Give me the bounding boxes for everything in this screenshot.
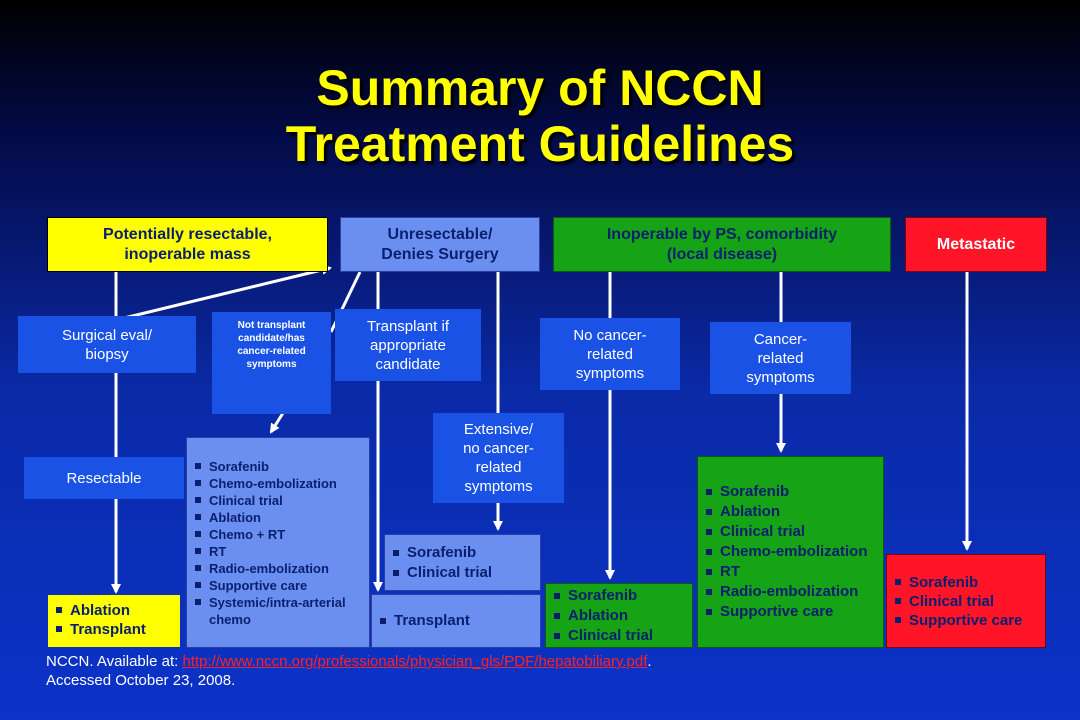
- list-item: Supportive care: [706, 602, 868, 622]
- list-item: Clinical trial: [706, 522, 868, 542]
- list-item: Sorafenib: [554, 586, 653, 606]
- node-cancer-related-symptoms: [710, 322, 851, 394]
- options-resectable: [48, 595, 180, 647]
- node-no-cancer-symptoms: [540, 318, 680, 390]
- header-resectable-line-1: Potentially resectable,: [103, 225, 272, 243]
- citation: [46, 652, 1006, 690]
- options-not-transplant-list: [195, 458, 361, 628]
- list-item: Supportive care: [895, 611, 1022, 630]
- node-transplant-if-line-3: candidate: [375, 355, 441, 373]
- list-item: Supportive care: [195, 577, 361, 594]
- node-no-cancer-line-3: symptoms: [575, 364, 645, 382]
- list-item: RT: [706, 562, 868, 582]
- node-not-transplant-line-1: Not transplant: [237, 320, 306, 331]
- header-metastatic-line-1: Metastatic: [936, 235, 1016, 253]
- list-item: Ablation: [554, 606, 653, 626]
- header-resectable-line-2: inoperable mass: [124, 245, 251, 263]
- list-item: Sorafenib: [895, 573, 1022, 592]
- node-surgical-eval-line-1: Surgical eval/: [61, 326, 153, 344]
- node-surgical-eval-line-2: biopsy: [85, 345, 129, 363]
- header-inoperable-line-1: Inoperable by PS, comorbidity: [606, 225, 838, 243]
- citation-suffix: .: [647, 653, 652, 670]
- node-extensive-line-3: related: [475, 459, 522, 476]
- list-item: Chemo-embolization: [706, 542, 868, 562]
- list-item: Chemo-embolization: [195, 475, 361, 492]
- node-cancer-related-line-3: symptoms: [746, 368, 815, 386]
- node-resectable: [24, 457, 184, 499]
- node-not-transplant-line-3: cancer-related: [237, 346, 306, 357]
- node-extensive-line-2: no cancer-: [463, 440, 534, 457]
- header-unresectable: [340, 217, 540, 272]
- node-not-transplant-line-2: candidate/has: [238, 333, 305, 344]
- citation-prefix: NCCN. Available at:: [46, 653, 183, 670]
- list-item: Ablation: [706, 502, 868, 522]
- citation-link[interactable]: http://www.nccn.org/professionals/physician_gls/PDF/hepatobiliary.pdf: [182, 653, 648, 670]
- options-no-cancer-list: [554, 586, 653, 646]
- options-extensive-list: [393, 543, 492, 583]
- slide-title: [0, 60, 1080, 172]
- node-not-transplant-line-4: symptoms: [246, 359, 297, 370]
- list-item: Clinical trial: [195, 492, 361, 509]
- options-resectable-list: [56, 601, 172, 639]
- list-item: Clinical trial: [895, 592, 1022, 611]
- list-item: Systemic/intra-arterial chemo: [195, 594, 361, 628]
- citation-line-1: [46, 652, 1006, 671]
- options-no-cancer: [545, 583, 693, 648]
- connector-surgical-eval-to-unresectable: [124, 268, 330, 318]
- list-item: Clinical trial: [554, 626, 653, 646]
- list-item: RT: [195, 543, 361, 560]
- header-potentially-resectable: [47, 217, 328, 272]
- options-extensive: [384, 534, 541, 591]
- options-cancer-related-list: [706, 482, 868, 622]
- node-transplant-if-appropriate: [335, 309, 481, 381]
- node-extensive-no-symptoms: [433, 413, 564, 503]
- options-not-transplant: [186, 437, 370, 648]
- list-item: Sorafenib: [706, 482, 868, 502]
- list-item: Ablation: [195, 509, 361, 526]
- node-extensive-line-1: Extensive/: [463, 421, 534, 438]
- title-line-2: Treatment Guidelines: [285, 116, 795, 172]
- node-transplant-if-line-2: appropriate: [370, 336, 446, 354]
- list-item: Transplant: [56, 620, 172, 639]
- options-transplant-list: [380, 611, 470, 631]
- list-item: Ablation: [56, 601, 172, 620]
- list-item: Radio-embolization: [706, 582, 868, 602]
- header-inoperable: [553, 217, 891, 272]
- node-extensive-line-4: symptoms: [464, 478, 533, 495]
- node-resectable-line-1: Resectable: [66, 469, 142, 487]
- node-surgical-eval-biopsy: [18, 316, 196, 373]
- citation-accessed: Accessed October 23, 2008.: [46, 672, 236, 689]
- node-no-cancer-line-1: No cancer-: [573, 326, 647, 344]
- node-cancer-related-line-2: related: [757, 349, 804, 367]
- header-inoperable-line-2: (local disease): [666, 245, 778, 263]
- options-metastatic-list: [895, 573, 1022, 630]
- node-no-cancer-line-2: related: [587, 345, 633, 363]
- title-line-1: Summary of NCCN: [316, 60, 764, 116]
- list-item: Sorafenib: [393, 543, 492, 563]
- header-unresectable-line-1: Unresectable/: [387, 225, 493, 243]
- options-cancer-related: [697, 456, 884, 648]
- node-transplant-if-line-1: Transplant if: [367, 317, 449, 335]
- options-metastatic: [886, 554, 1046, 648]
- list-item: Clinical trial: [393, 563, 492, 583]
- list-item: Sorafenib: [195, 458, 361, 475]
- options-transplant: [371, 594, 541, 648]
- node-cancer-related-line-1: Cancer-: [753, 330, 808, 348]
- list-item: Radio-embolization: [195, 560, 361, 577]
- list-item: Chemo + RT: [195, 526, 361, 543]
- node-not-transplant-candidate: [212, 312, 331, 414]
- header-unresectable-line-2: Denies Surgery: [381, 245, 499, 263]
- header-metastatic: [905, 217, 1047, 272]
- list-item: Transplant: [380, 611, 470, 631]
